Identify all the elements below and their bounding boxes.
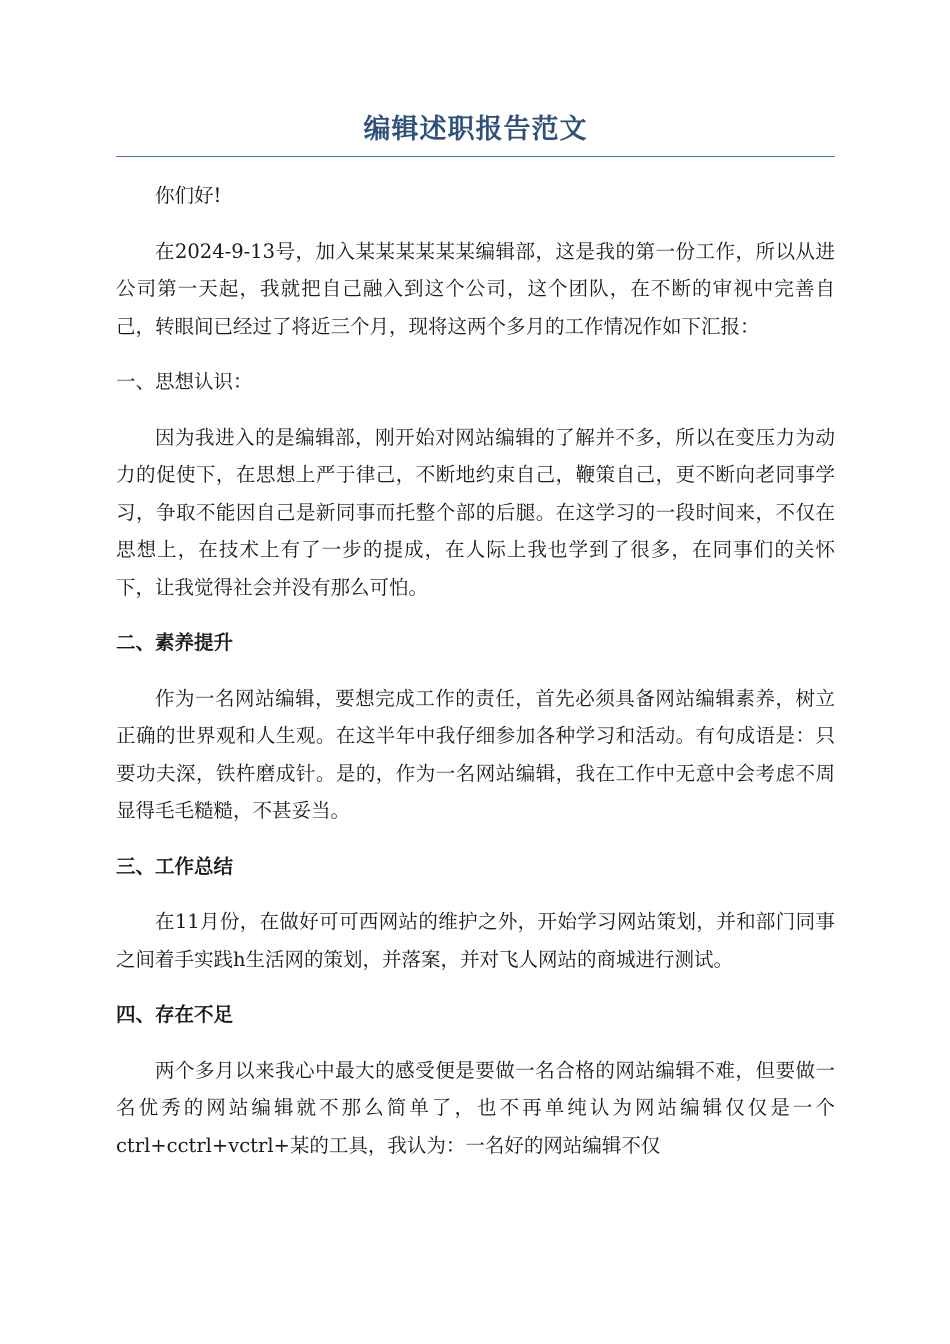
section-body-quality: 作为一名网站编辑，要想完成工作的责任，首先必须具备网站编辑素养，树立正确的世界观和人生观。在这半年中我仔细参加各种学习和活动。有句成语是：只要功夫深，铁杵磨成针。是的，作为一名网站编辑，我在工作中无意中会考虑不周显得毛毛糙糙，不甚妥当。 bbox=[116, 686, 835, 822]
document-page bbox=[116, 110, 835, 1164]
section-heading-shortcomings: 四、存在不足 bbox=[116, 1003, 234, 1026]
document-title: 编辑述职报告范文 bbox=[116, 110, 835, 157]
section-body-shortcomings: 两个多月以来我心中最大的感受便是要做一名合格的网站编辑不难，但要做一名优秀的网站编辑就不那么简单了，也不再单纯认为网站编辑仅仅是一个ctrl+cctrl+vctrl+某的工具，我认为：一名好的网站编辑不仅 bbox=[116, 1058, 835, 1157]
section-body-thought: 因为我进入的是编辑部，刚开始对网站编辑的了解并不多，所以在变压力为动力的促使下，在思想上严于律己，不断地约束自己，鞭策自己，更不断向老同事学习，争取不能因自己是新同事而托整个部的后腿。在这学习的一段时间来，不仅在思想上，在技术上有了一步的提成，在人际上我也学到了很多，在同事们的关怀下，让我觉得社会并没有那么可怕。 bbox=[116, 425, 835, 599]
greeting: 你们好! bbox=[155, 184, 222, 207]
section-heading-quality: 二、素养提升 bbox=[116, 631, 234, 654]
section-heading-thought: 一、思想认识： bbox=[116, 370, 253, 393]
intro-paragraph: 在2024-9-13号，加入某某某某某某编辑部，这是我的第一份工作，所以从进公司第一天起，我就把自己融入到这个公司，这个团队，在不断的审视中完善自己，转眼间已经过了将近三个月，现将这两个多月的工作情况作如下汇报： bbox=[116, 239, 835, 338]
section-heading-summary: 三、工作总结 bbox=[116, 854, 234, 878]
section-body-summary: 在11月份，在做好可可西网站的维护之外，开始学习网站策划，并和部门同事之间着手实践h生活网的策划，并落案，并对飞人网站的商城进行测试。 bbox=[116, 910, 835, 971]
